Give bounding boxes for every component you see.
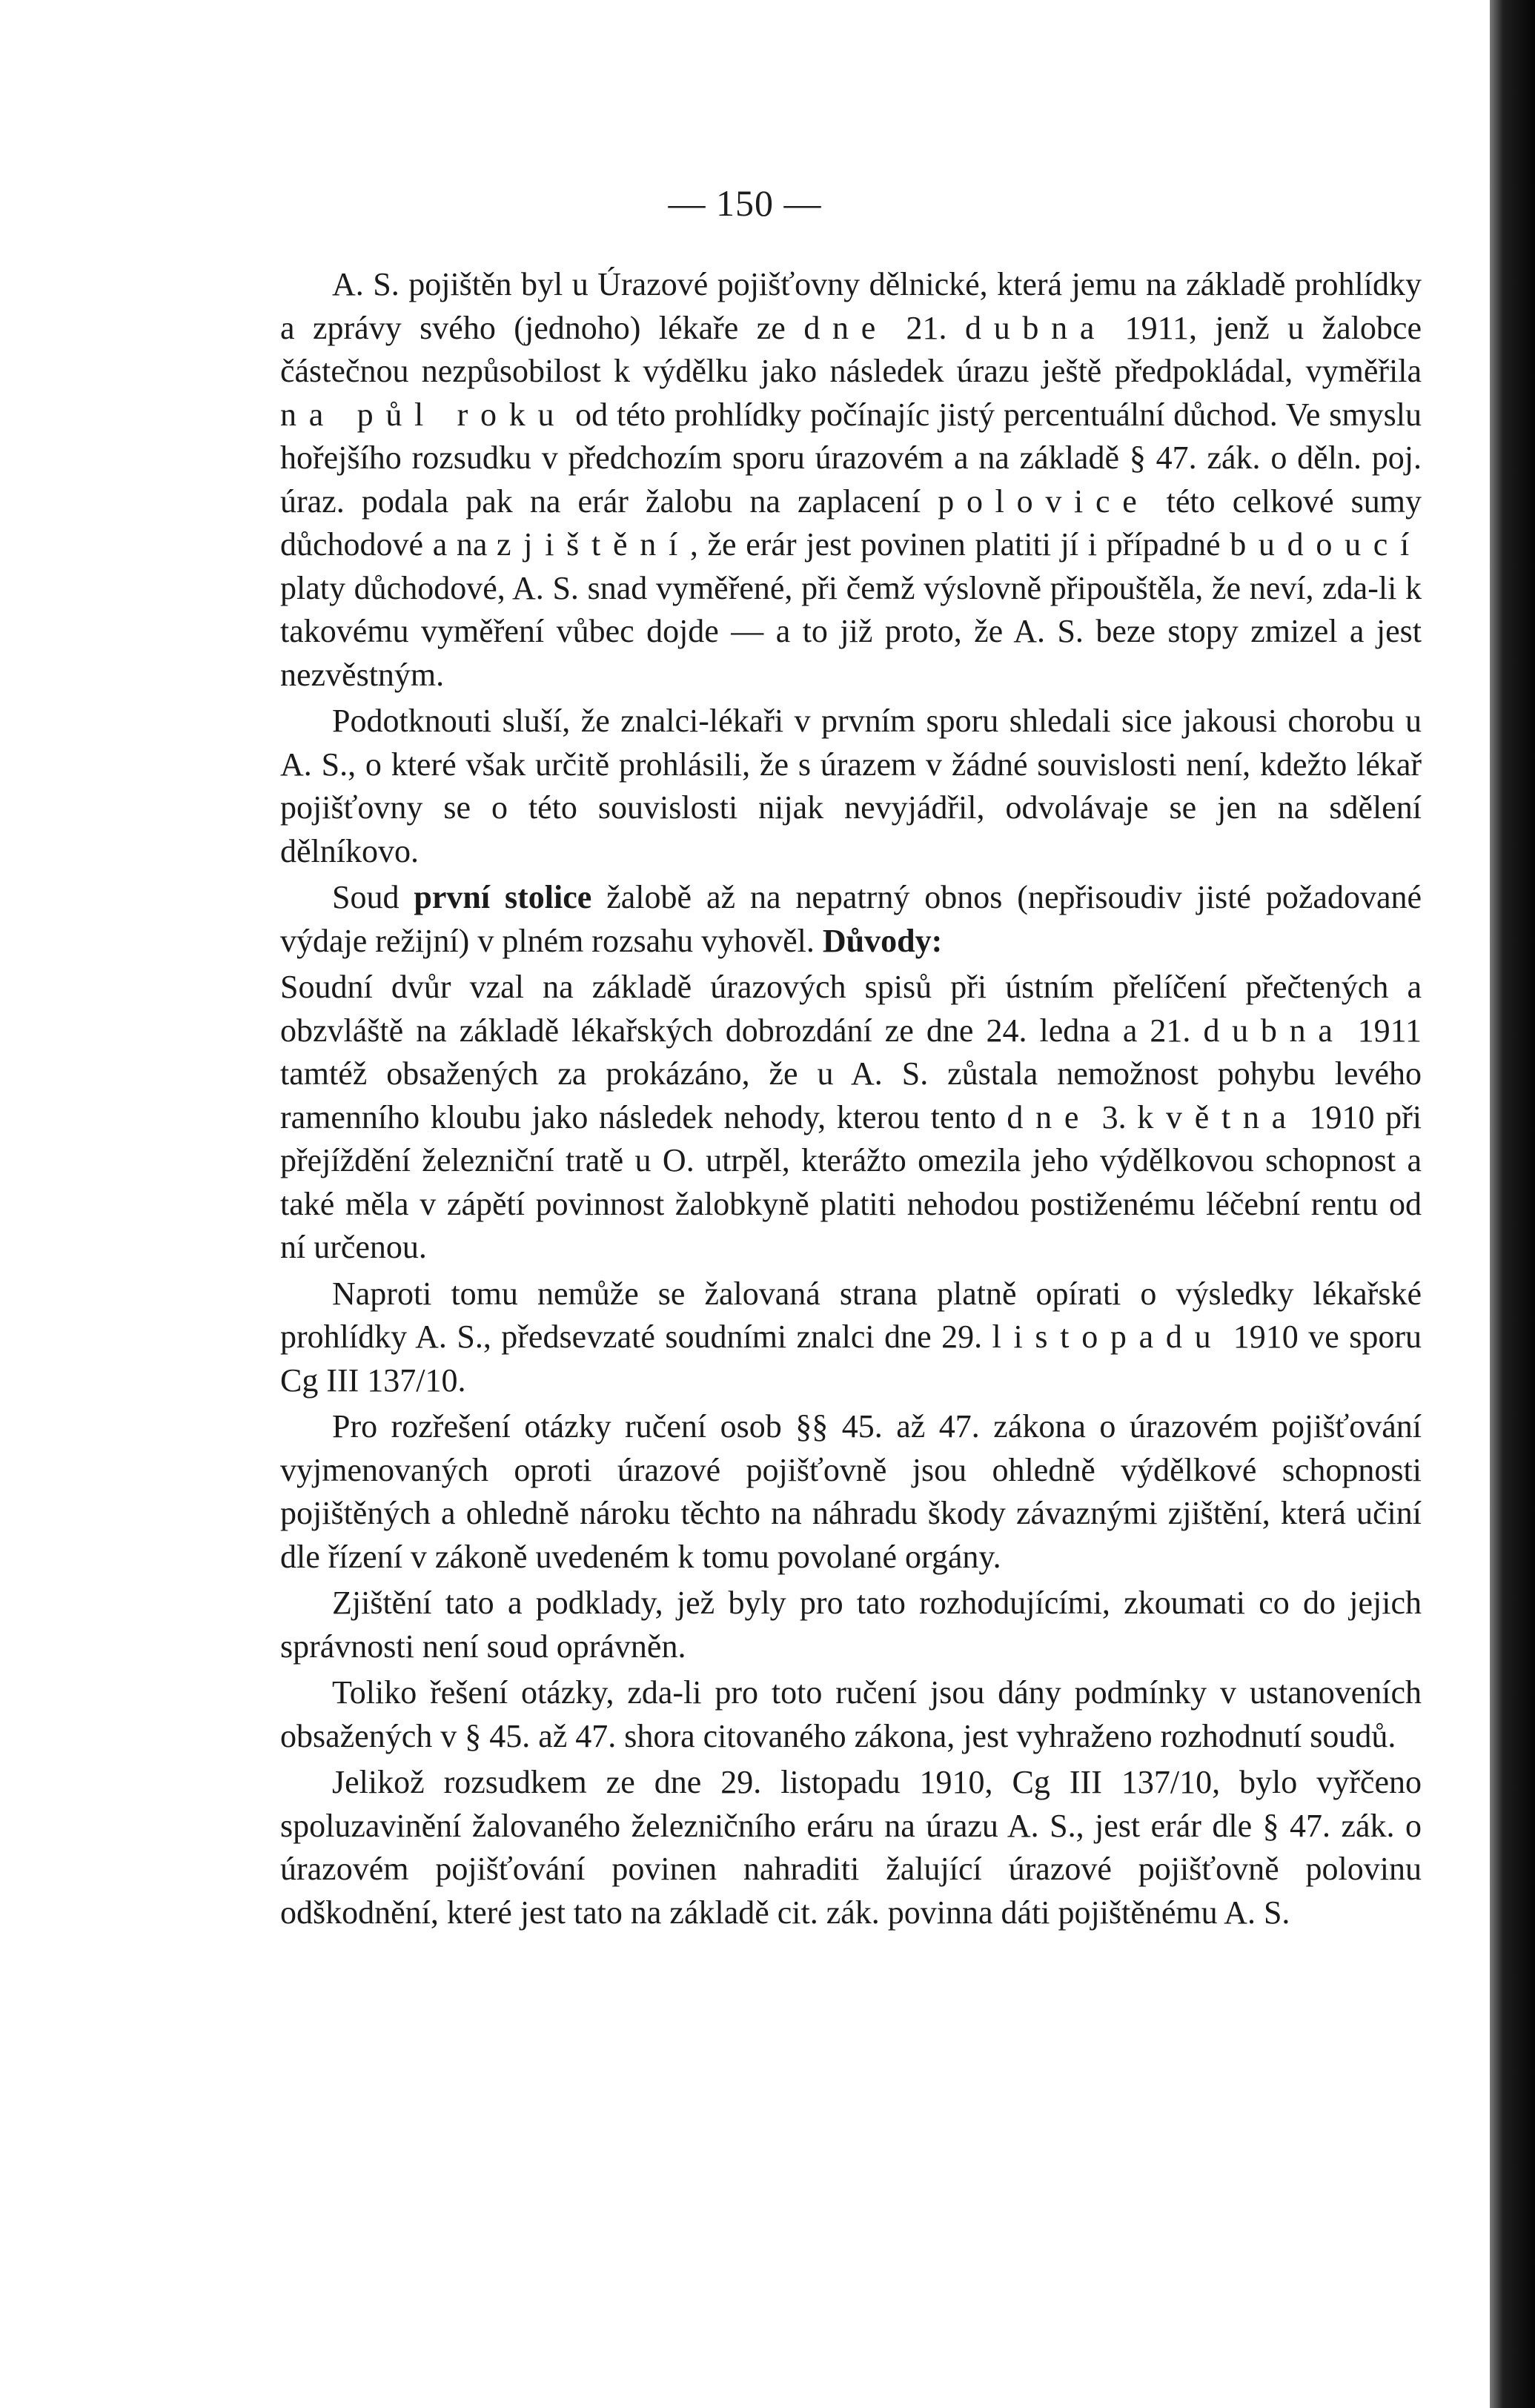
paragraph [280, 876, 1422, 963]
text-run: Podotknouti sluší, že znalci-lékaři v prvním sporu shledali sice jakousi chorobu u A. S., o které však určitě prohlásili, že s úrazem v žádné souvislosti není, kdežto lékař pojišťovny se o této souvislosti nijak nevyjádřil, odvolávaje se jen na sdělení dělníkovo. [280, 703, 1422, 869]
paragraph [280, 1761, 1422, 1934]
text-run: Soud [332, 879, 414, 915]
spaced-text: polovice [938, 482, 1150, 520]
paragraph [280, 966, 1422, 1270]
scan-page-edge [1490, 0, 1535, 2408]
text-run: od této prohlídky počínajíc jistý percentuální důchod. Ve smyslu hořejšího rozsudku v předchozím sporu úrazovém a na základě § 47. zák. o děln. poj. úraz. podala pak na erár žalobu na zaplacení [280, 396, 1422, 520]
spaced-text: dubna [1203, 1012, 1345, 1049]
paragraph [280, 1671, 1422, 1758]
text-run: 1910 ve sporu Cg III 137/10. [280, 1319, 1422, 1399]
text-run: Naproti tomu nemůže se žalovaná strana platně opírati o výsledky lékařské prohlídky A. S., předsevzaté soudními znalci dne 29. [280, 1275, 1422, 1355]
spaced-text: května [1137, 1098, 1299, 1135]
paragraph [280, 1582, 1422, 1668]
spaced-text: budoucí [1230, 526, 1422, 563]
paragraph [280, 1273, 1422, 1403]
spaced-text: zjištění [497, 526, 690, 563]
text-run: 1911 tamtéž obsažených za prokázáno, že u A. S. zůstala nemožnost pohybu levého ramenního kloubu jako následek nehody, kterou tento [280, 1012, 1422, 1135]
text-run: 21. [888, 309, 965, 346]
text-run: Soudní dvůr vzal na základě úrazových spisů při ústním přelíčení přečtených a obzvláště na základě lékařských dobrozdání ze dne 24. ledna a 21. [280, 969, 1422, 1049]
text-run: 1910 při přejíždění železniční tratě u O. utrpěl, kterážto omezila jeho výdělkovou schopnost a také měla v zápětí povinnost žalobkyně platiti nehodou postiženému léčební rentu od ní určenou. [280, 1098, 1422, 1265]
bold-text: první stolice [414, 879, 592, 915]
page-number: — 150 — [668, 182, 822, 224]
text-run: A. S. pojištěn byl u Úrazové pojišťovny dělnické, která jemu na základě prohlídky a zprávy svého (jednoho) lékaře ze [280, 266, 1422, 346]
text-run: žalobě až na nepatrný obnos (nepřisoudiv jisté požadované výdaje režijní) v plném rozsahu vyhověl. [280, 879, 1422, 959]
text-run: Jelikož rozsudkem ze dne 29. listopadu 1910, Cg III 137/10, bylo vyřčeno spoluzavinění žalovaného železničního eráru na úrazu A. S., jest erár dle § 47. zák. o úrazovém pojišťování povinen nahraditi žalující úrazové pojišťovně polovinu odškodnění, které jest tato na základě cit. zák. povinna dáti pojištěnému A. S. [280, 1764, 1422, 1931]
text-run: 1911, jenž u žalobce částečnou nezpůsobilost k výdělku jako následek úrazu ještě předpokládal, vyměřila [280, 309, 1422, 389]
spaced-text: dne [803, 309, 889, 346]
spaced-text: dne [1007, 1098, 1092, 1135]
spaced-text: na půl roku [280, 396, 567, 433]
spaced-text: dubna [964, 309, 1107, 346]
paragraph [280, 1405, 1422, 1579]
text-run: , že erár jest povinen platiti jí i případné [689, 526, 1230, 563]
text-run: Zjištění tato a podklady, jež byly pro tato rozhodujícími, zkoumati co do jejich správnosti není soud oprávněn. [280, 1585, 1422, 1665]
spaced-text: listopadu [992, 1319, 1224, 1355]
text-run: Pro rozřešení otázky ručení osob §§ 45. až 47. zákona o úrazovém pojišťování vyjmenovaných oproti úrazové pojišťovně jsou ohledně výdělkové schopnosti pojištěných a ohledně nároku těchto na náhradu škody závaznými zjištění, která učiní dle řízení v zákoně uvedeném k tomu povolané orgány. [280, 1408, 1422, 1575]
paragraph [280, 263, 1422, 697]
text-run: Toliko řešení otázky, zda-li pro toto ručení jsou dány podmínky v ustanoveních obsažených v § 45. až 47. shora citovaného zákona, jest vyhraženo rozhodnutí soudů. [280, 1674, 1422, 1754]
text-run: této celkové sumy důchodové a na [280, 482, 1422, 563]
text-run: 3. [1091, 1098, 1138, 1135]
bold-text: Důvody: [822, 922, 943, 959]
text-run: platy důchodové, A. S. snad vyměřené, při čemž výslovně připouštěla, že neví, zda-li k takovému vyměření vůbec dojde — a to již proto, že A. S. beze stopy zmizel a jest nezvěstným. [280, 569, 1422, 693]
body-text [280, 263, 1422, 1937]
paragraph [280, 700, 1422, 873]
